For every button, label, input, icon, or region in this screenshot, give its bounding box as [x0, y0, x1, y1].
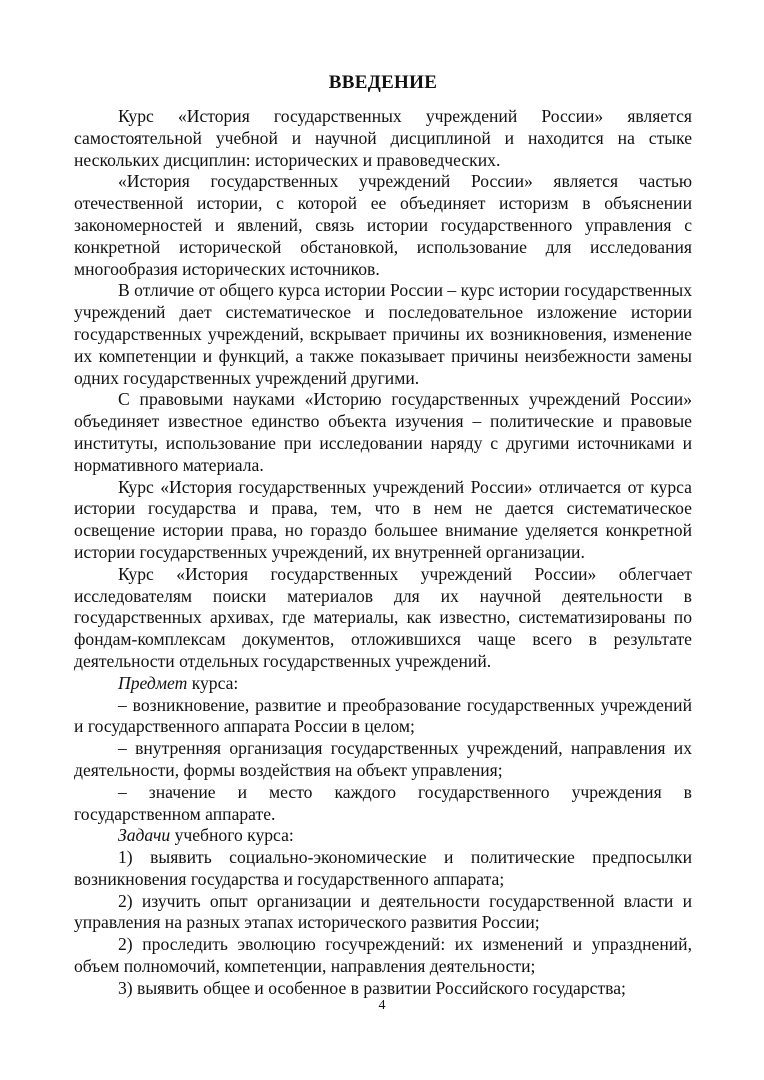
page-title: ВВЕДЕНИЕ: [328, 72, 438, 93]
paragraph: Курс «История государственных учреждений России» облегчает исследователям поиски материалов для их научной деятельности в государственных архивах, где материалы, как известно, систематизированы по фондам-комплексам документов, отложившихся чаще всего в результате деятельности отдельных государственных учреждений.: [74, 563, 692, 671]
subject-heading: [74, 673, 692, 695]
paragraph: В отличие от общего курса истории России – курс истории государственных учреждений дает систематическое и последовательное изложение истории государственных учреждений, вскрывает причины их возникновения, изменение их компетенции и функций, а также показывает причины неизбежности замены одних государственных учреждений другими.: [74, 280, 692, 388]
subject-heading-rest: курса:: [187, 672, 239, 693]
paragraph: С правовыми науками «Историю государственных учреждений России» объединяет известное единство объекта изучения – политические и правовые институты, использование при исследовании наряду с другими источниками и нормативного материала.: [74, 389, 692, 475]
list-item: – возникновение, развитие и преобразование государственных учреждений и государственного аппарата России в целом;: [74, 694, 692, 737]
list-item: – внутренняя организация государственных учреждений, направления их деятельности, формы воздействия на объект управления;: [74, 738, 692, 780]
list-item: 1) выявить социально-экономические и политические предпосылки возникновения государства и государственного аппарата;: [74, 847, 692, 889]
paragraph: «История государственных учреждений России» является частью отечественной истории, с которой ее объединяет историзм в объяснении закономерностей и явлений, связь истории государственного управления с конкретной исторической обстановкой, использование для исследования многообразия исторических источников.: [74, 171, 692, 279]
list-item: 2) проследить эволюцию госучреждений: их изменений и упразднений, объем полномочий, компетенции, направления деятельности;: [74, 934, 692, 977]
tasks-heading: [74, 825, 692, 847]
body-text: [74, 106, 692, 1000]
tasks-heading-rest: учебного курса:: [170, 825, 294, 846]
paragraph: Курс «История государственных учреждений России» отличается от курса истории государства и права, тем, что в нем не дается систематическое освещение истории права, но гораздо большее внимание уделяется конкретной истории государственных учреждений, их внутренней организации.: [74, 476, 692, 562]
list-item: – значение и место каждого государственного учреждения в государственном аппарате.: [74, 781, 692, 824]
tasks-label: Задачи: [118, 825, 171, 846]
page-number: 4: [378, 998, 386, 1013]
list-item: 2) изучить опыт организации и деятельности государственной власти и управления на разных этапах исторического развития России;: [74, 890, 692, 933]
list-item: 3) выявить общее и особенное в развитии Российского государства;: [118, 977, 626, 998]
paragraph: Курс «История государственных учреждений России» является самостоятельной учебной и научной дисциплиной и находится на стыке нескольких дисциплин: исторических и правоведческих.: [74, 106, 692, 170]
subject-label: Предмет: [118, 672, 188, 693]
